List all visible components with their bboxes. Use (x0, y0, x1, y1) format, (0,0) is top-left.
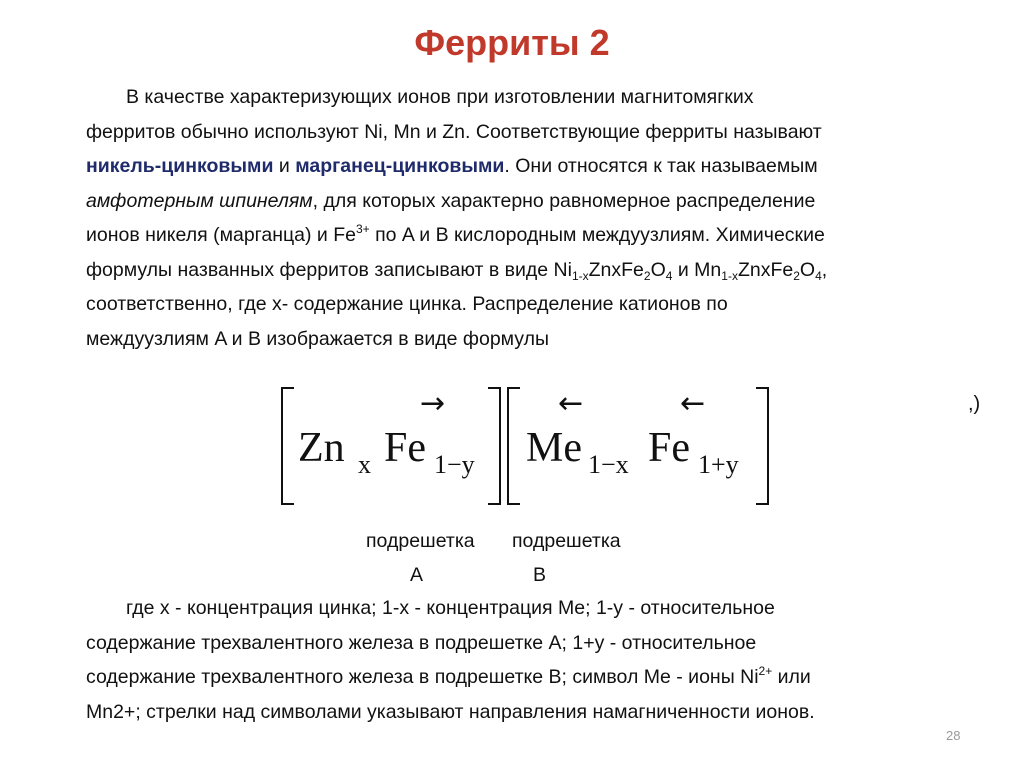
text-line: Mn2+; стрелки над символами указывают направления намагниченности ионов. (86, 700, 815, 723)
text-line (86, 218, 986, 253)
superscript: 3+ (355, 222, 370, 236)
superscript: 2+ (758, 664, 773, 678)
text-line (86, 149, 986, 184)
sublattice-a-letter: A (410, 564, 424, 586)
fe-a-subscript: 1−y (434, 450, 475, 479)
intro-paragraph (86, 80, 986, 356)
text-fragment: O (650, 258, 666, 281)
fe-b-subscript: 1+y (698, 450, 739, 479)
text-fragment: O (799, 258, 816, 281)
subscript: 4 (665, 268, 673, 283)
text-fragment: , (821, 258, 828, 281)
text-line: где x - концентрация цинка; 1-x - концентрация Me; 1-y - относительное (126, 597, 775, 619)
sublattice-a-label: подрешетка (366, 530, 475, 552)
text-fragment: ионов никеля (марганца) и Fe (86, 224, 356, 246)
text-fragment: и Mn (672, 258, 722, 281)
subscript: 1-x (721, 268, 738, 283)
text-fragment: содержание трехвалентного железа в подрешетке B; символ Me - ионы Ni (86, 666, 759, 688)
arrow-right-icon: → (420, 386, 446, 421)
text-line: содержание трехвалентного железа в подрешетке A; 1+y - относительное (86, 631, 757, 654)
right-bracket-close (756, 388, 768, 504)
text-line: соответственно, где x- содержание цинка. Распределение катионов по (86, 293, 728, 315)
left-bracket-close (488, 388, 500, 504)
left-bracket-open (282, 388, 294, 504)
zn-symbol: Zn (298, 425, 345, 471)
text-line (86, 660, 986, 695)
me-subscript: 1−x (588, 450, 629, 479)
text-fragment: и (273, 155, 296, 177)
text-line (86, 184, 986, 219)
subscript: 1-x (571, 268, 589, 283)
subscript: 4 (815, 268, 822, 283)
text-fragment: , для которых характерно равномерное распределение (312, 189, 816, 212)
subscript: 2 (793, 268, 800, 283)
text-fragment: или (772, 666, 811, 688)
text-fragment: по A и B кислородным междуузлиям. Химические (369, 224, 825, 246)
text-fragment: . Они относятся к так называемым (504, 155, 818, 177)
text-fragment: формулы названных ферритов записывают в виде Ni (86, 258, 572, 281)
text-line: междуузлиям A и B изображается в виде формулы (86, 327, 550, 350)
text-fragment: ZnxFe (737, 258, 794, 281)
sublattice-b-label: подрешетка (512, 530, 621, 552)
cation-distribution-formula (270, 380, 780, 512)
me-symbol: Me (526, 425, 582, 471)
term-nickel-zinc: никель-цинковыми (86, 155, 274, 177)
formula-trailing-punctuation: ,) (968, 393, 981, 415)
text-line: ферритов обычно используют Ni, Mn и Zn. Соответствующие ферриты называют (86, 120, 822, 143)
legend-paragraph (86, 591, 986, 729)
text-line: В качестве характеризующих ионов при изготовлении магнитомягких (126, 86, 754, 108)
arrow-left-icon: ← (558, 386, 584, 421)
term-manganese-zinc: марганец-цинковыми (295, 155, 505, 177)
fe-symbol-a: Fe (384, 425, 426, 471)
subscript: 2 (643, 268, 651, 283)
chemical-formulas-line (86, 253, 986, 288)
zn-subscript: x (358, 450, 371, 479)
right-bracket-open (508, 388, 520, 504)
slide-title: Ферриты 2 (414, 22, 610, 63)
text-fragment: ZnxFe (588, 258, 644, 281)
arrow-left-icon: ← (680, 386, 706, 421)
sublattice-b-letter: B (533, 564, 547, 586)
term-amphoteric-spinels: амфотерным шпинелям (86, 189, 313, 212)
fe-symbol-b: Fe (648, 425, 690, 471)
page-number: 28 (946, 728, 961, 743)
